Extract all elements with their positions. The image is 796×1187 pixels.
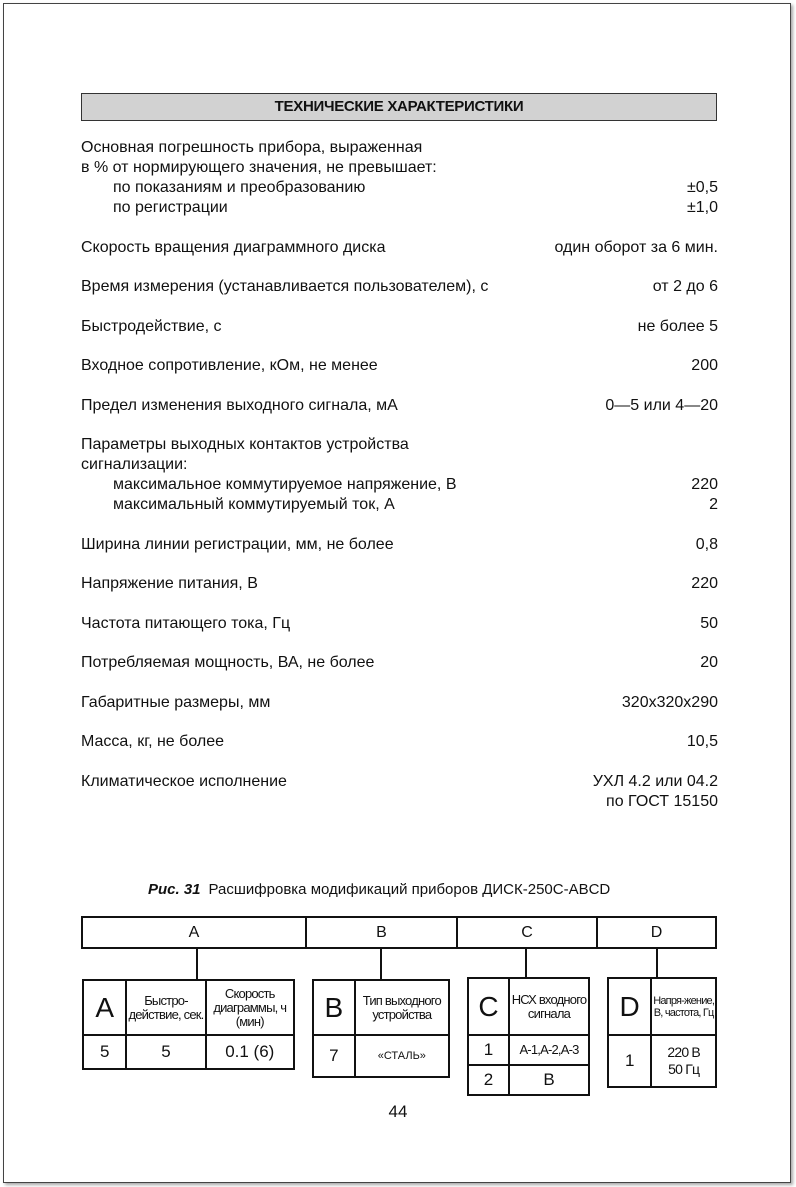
spec-label: Климатическое исполнение bbox=[81, 772, 287, 790]
table-d-header: Напря-жение, В, частота, Гц bbox=[651, 978, 716, 1035]
table-c-letter: C bbox=[468, 978, 509, 1035]
table-d bbox=[607, 977, 717, 1088]
spec-value: 0—5 или 4—20 bbox=[605, 396, 718, 414]
spec-value: по ГОСТ 15150 bbox=[606, 792, 718, 810]
table-d-value-voltage: 220 В bbox=[667, 1044, 700, 1060]
spec-row bbox=[81, 317, 718, 337]
table-a-value-2: 0.1 (6) bbox=[206, 1035, 294, 1069]
figure-title: Расшифровка модификаций приборов ДИСК-250С-ABCD bbox=[208, 881, 611, 898]
table-b-header: Тип выходного устройства bbox=[355, 980, 449, 1035]
spec-climate bbox=[81, 772, 718, 812]
spec-label: Входное сопротивление, кОм, не менее bbox=[81, 357, 378, 374]
spec-label: Быстродействие, с bbox=[81, 317, 222, 335]
spec-row bbox=[81, 277, 718, 297]
table-a-value-1: 5 bbox=[126, 1035, 205, 1069]
spec-label: Основная погрешность прибора, выраженная bbox=[81, 139, 423, 156]
spec-row bbox=[81, 535, 718, 555]
spec-value: 20 bbox=[700, 654, 718, 671]
spec-label: Потребляемая мощность, ВА, не более bbox=[81, 654, 375, 671]
spec-label: Габаритные размеры, мм bbox=[81, 693, 271, 711]
code-box-b: B bbox=[305, 916, 458, 949]
spec-label: сигнализации: bbox=[81, 456, 188, 473]
table-a-code: 5 bbox=[83, 1035, 126, 1069]
code-box-a: A bbox=[81, 916, 307, 949]
table-a-header-2: Скорость диаграммы, ч (мин) bbox=[206, 980, 294, 1035]
spec-value: 220 bbox=[691, 476, 718, 493]
spec-row bbox=[81, 693, 718, 713]
spec-label: Параметры выходных контактов устройства bbox=[81, 436, 409, 453]
spec-value: 320x320x290 bbox=[621, 693, 718, 711]
spec-value: УХЛ 4.2 или 04.2 bbox=[592, 772, 718, 790]
connector-line bbox=[380, 947, 382, 980]
table-b-value: «СТАЛЬ» bbox=[355, 1035, 449, 1077]
spec-value: ±0,5 bbox=[686, 179, 718, 196]
spec-label: Частота питающего тока, Гц bbox=[81, 614, 291, 632]
table-a-letter: A bbox=[83, 980, 126, 1035]
spec-label: Скорость вращения диаграммного диска bbox=[81, 238, 386, 256]
spec-value: ±1,0 bbox=[686, 199, 718, 216]
spec-value: 0,8 bbox=[695, 535, 718, 553]
table-c-value-1: А-1,А-2,А-3 bbox=[509, 1035, 589, 1065]
page-number: 44 bbox=[388, 1102, 408, 1121]
spec-value: 50 bbox=[700, 614, 718, 632]
table-b-letter: B bbox=[313, 980, 355, 1035]
spec-row bbox=[81, 574, 718, 594]
table-c-code-1: 1 bbox=[468, 1035, 509, 1065]
spec-row bbox=[81, 356, 718, 376]
spec-accuracy bbox=[81, 138, 718, 218]
table-c-header: НСХ входного сигнала bbox=[509, 978, 589, 1035]
spec-value: один оборот за 6 мин. bbox=[554, 238, 718, 256]
table-d-letter: D bbox=[608, 978, 651, 1035]
table-d-value-frequency: 50 Гц bbox=[668, 1061, 700, 1077]
page-title: ТЕХНИЧЕСКИЕ ХАРАКТЕРИСТИКИ bbox=[81, 93, 717, 121]
code-box-d: D bbox=[596, 916, 717, 949]
code-box-c: C bbox=[456, 916, 598, 949]
spec-sublabel: по регистрации bbox=[113, 199, 228, 216]
table-b bbox=[312, 979, 450, 1078]
spec-label: Напряжение питания, В bbox=[81, 575, 258, 592]
spec-label: Время измерения (устанавливается пользователем), с bbox=[81, 278, 489, 295]
spec-sublabel: максимальный коммутируемый ток, А bbox=[113, 496, 395, 513]
table-b-code: 7 bbox=[313, 1035, 355, 1077]
spec-row bbox=[81, 653, 718, 673]
figure-number: Рис. 31 bbox=[148, 881, 201, 898]
connector-line bbox=[196, 947, 198, 980]
spec-row bbox=[81, 238, 718, 258]
spec-row bbox=[81, 614, 718, 634]
table-a-header-1: Быстро-действие, сек. bbox=[126, 980, 205, 1035]
table-a bbox=[82, 979, 295, 1070]
connector-line bbox=[525, 947, 527, 978]
spec-label: Ширина линии регистрации, мм, не более bbox=[81, 535, 394, 553]
spec-value: 2 bbox=[709, 496, 718, 513]
spec-label: в % от нормирующего значения, не превышает: bbox=[81, 159, 437, 176]
spec-label: Масса, кг, не более bbox=[81, 733, 224, 750]
connector-line bbox=[656, 947, 658, 978]
spec-sublabel: по показаниям и преобразованию bbox=[113, 179, 366, 196]
spec-list bbox=[81, 138, 718, 831]
spec-value: 220 bbox=[691, 575, 718, 592]
spec-value: 200 bbox=[691, 357, 718, 374]
spec-contacts bbox=[81, 435, 718, 515]
spec-value: не более 5 bbox=[637, 317, 718, 335]
spec-label: Предел изменения выходного сигнала, мА bbox=[81, 396, 398, 414]
spec-row bbox=[81, 396, 718, 416]
table-c-value-2: B bbox=[509, 1065, 589, 1095]
spec-row bbox=[81, 732, 718, 752]
table-d-code: 1 bbox=[608, 1035, 651, 1087]
table-c-code-2: 2 bbox=[468, 1065, 509, 1095]
spec-value: 10,5 bbox=[686, 733, 718, 750]
spec-value: от 2 до 6 bbox=[652, 278, 718, 295]
table-c bbox=[467, 977, 590, 1096]
spec-sublabel: максимальное коммутируемое напряжение, В bbox=[113, 476, 457, 493]
